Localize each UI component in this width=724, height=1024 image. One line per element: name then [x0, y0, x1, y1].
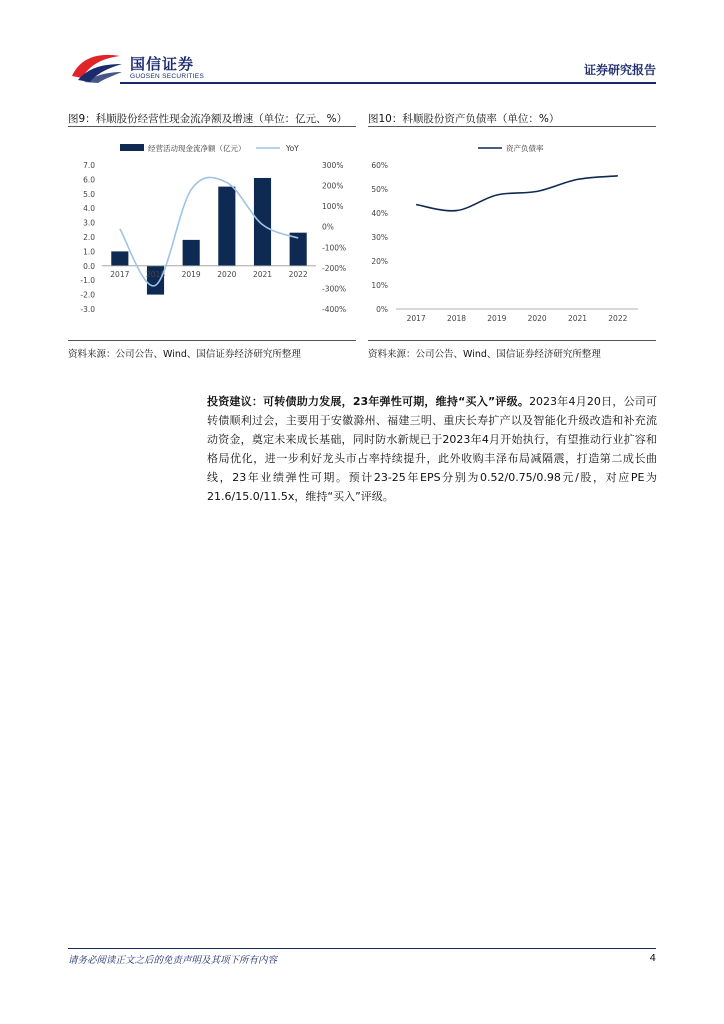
y-left-tick-label: -1.0 [80, 276, 95, 286]
x-tick-label: 2022 [608, 314, 628, 323]
fig10-top-rule [368, 126, 656, 127]
x-tick-label: 2017 [110, 269, 130, 279]
y-left-tick-label: 3.0 [83, 218, 95, 228]
y-right-tick-label: -400% [322, 305, 347, 314]
footer-divider [68, 948, 656, 949]
y-tick-label: 60% [371, 161, 388, 170]
x-tick-label: 2017 [406, 314, 426, 323]
x-tick-label: 2018 [145, 269, 166, 279]
x-tick-label: 2021 [567, 314, 588, 323]
fig9-bottom-rule [68, 340, 356, 341]
y-right-tick-label: -200% [322, 263, 347, 273]
y-tick-label: 0% [376, 305, 388, 314]
y-tick-label: 40% [371, 209, 388, 218]
page-header [0, 0, 724, 90]
header-divider [120, 82, 656, 84]
y-right-tick-label: 300% [322, 161, 344, 170]
x-tick-label: 2020 [527, 314, 547, 323]
logo-english-name: GUOSEN SECURITIES [130, 73, 205, 80]
fig9-title: 图9：科顺股份经营性现金流净额及增速（单位：亿元、%） [68, 113, 348, 125]
fig10-title: 图10：科顺股份资产负债率（单位：%） [368, 113, 560, 125]
y-right-tick-label: 100% [322, 202, 344, 212]
legend-label-bar: 经营活动现金流净额（亿元） [148, 144, 246, 153]
legend-label-line: YoY [286, 144, 299, 153]
x-tick-label: 2020 [217, 269, 237, 279]
x-tick-label: 2018 [446, 314, 467, 323]
guosen-logo-icon [70, 50, 124, 84]
fig10-bottom-rule [368, 340, 656, 341]
debt-ratio-series-line [416, 176, 618, 211]
investment-advice-lead: 投资建议：可转债助力发展，23年弹性可期，维持“买入”评级。 [207, 395, 530, 408]
y-tick-label: 50% [371, 185, 388, 194]
x-tick-label: 2021 [252, 269, 273, 279]
x-tick-label: 2019 [181, 269, 201, 279]
investment-advice-paragraph [207, 392, 657, 506]
y-left-tick-label: 2.0 [83, 233, 95, 242]
y-right-tick-label: 0% [322, 222, 334, 232]
y-right-tick-label: 200% [322, 181, 344, 191]
bar-mark [111, 251, 128, 265]
x-tick-label: 2019 [487, 314, 507, 323]
legend-label-line: 资产负债率 [506, 144, 544, 153]
y-left-tick-label: 0.0 [83, 261, 95, 271]
y-left-tick-label: -2.0 [80, 290, 95, 300]
report-type-label: 证券研究报告 [583, 63, 656, 77]
fig9-chart [68, 132, 356, 338]
fig10-source: 资料来源：公司公告、Wind、国信证券经济研究所整理 [368, 349, 601, 360]
logo-chinese-name: 国信证券 [130, 55, 195, 73]
y-left-tick-label: 4.0 [83, 204, 95, 214]
bar-mark [254, 178, 271, 266]
fig9-source: 资料来源：公司公告、Wind、国信证券经济研究所整理 [68, 349, 301, 360]
bar-mark [183, 240, 200, 266]
bar-mark [218, 187, 235, 266]
investment-advice-text: 2023年4月20日，公司可转债顺利过会，主要用于安徽滁州、福建三明、重庆长寿扩产以及智能化升级改造和补充流动资金，奠定未来成长基础，同时防水新规已于2023年4月开始执行，有望推动行业扩容和格局优化，进一步利好龙头市占率持续提升，此外收购丰泽布局减隔震，打造第二成长曲线，23年业绩弹性可期。预计23-25年EPS分别为0.52/0.75/0.98元/股，对应PE为21.6/15.0/11.5x，维持“买入”评级。 [207, 395, 658, 503]
y-tick-label: 10% [371, 281, 388, 290]
x-tick-label: 2022 [288, 269, 308, 279]
y-left-tick-label: 1.0 [83, 247, 95, 257]
y-tick-label: 30% [371, 233, 388, 242]
y-left-tick-label: 6.0 [83, 175, 95, 185]
y-tick-label: 20% [371, 257, 388, 266]
page-number: 4 [649, 953, 656, 964]
y-left-tick-label: -3.0 [80, 305, 95, 314]
y-left-tick-label: 5.0 [83, 189, 95, 199]
fig9-top-rule [68, 126, 356, 127]
fig10-chart [368, 132, 656, 338]
y-right-tick-label: -100% [322, 243, 347, 253]
y-left-tick-label: 7.0 [83, 161, 95, 170]
footer-disclaimer: 请务必阅读正文之后的免责声明及其项下所有内容 [68, 955, 278, 966]
y-right-tick-label: -300% [322, 284, 347, 294]
legend-swatch-bar [120, 144, 144, 151]
